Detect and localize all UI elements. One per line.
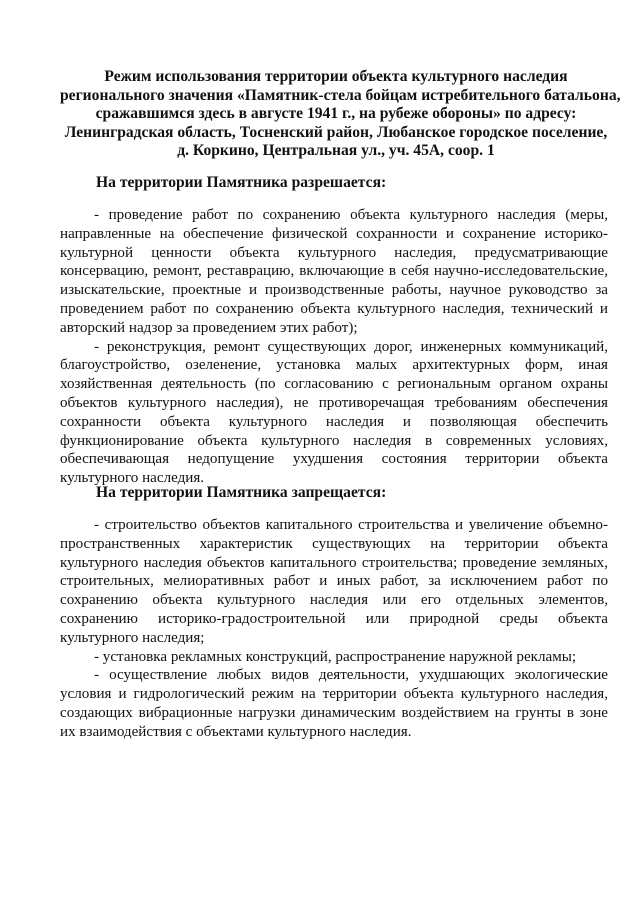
allowed-item: - реконструкция, ремонт существующих дорог, инженерных коммуникаций, благоустройство, озеленение, установка малых архитектурных форм, иная хозяйственная деятельность (по согласованию с региональным органом охраны объектов культурного наследия), не противоречащая требованиям обеспечения сохранности объекта культурного наследия и позволяющая обеспечить функционирование объекта культурного наследия в современных условиях, обеспечивающая недопущение ухудшения состояния территории объекта культурного наследия. (60, 338, 608, 487)
forbidden-item: - осуществление любых видов деятельности, ухудшающих экологические условия и гидрологический режим на территории объекта культурного наследия, создающих вибрационные нагрузки динамическим воздействием на грунты в зоне их взаимодействия с объектами культурного наследия. (60, 667, 608, 740)
allowed-item: - проведение работ по сохранению объекта культурного наследия (меры, направленные на обеспечение физической сохранности и сохранение историко-культурной ценности объекта культурного наследия, предусматривающие консервацию, ремонт, реставрацию, включающие в себя научно-исследовательские, изыскательские, проектные и производственные работы, научное руководство за проведением работ по сохранению объекта культурного наследия, технический и авторский надзор за проведением этих работ); (60, 207, 608, 336)
forbidden-heading: На территории Памятника запрещается: (96, 484, 387, 501)
forbidden-list (60, 516, 608, 742)
allowed-list (60, 206, 608, 488)
title-line: регионального значения «Памятник-стела бойцам истребительного батальона, (60, 86, 621, 104)
title-line: сражавшимся здесь в августе 1941 г., на рубеже обороны» по адресу: (95, 105, 577, 123)
document-title (60, 68, 621, 161)
forbidden-item: - строительство объектов капитального строительства и увеличение объемно-пространственных характеристик существующих на территории объекта культурного наследия объектов капитального строительства; проведение земляных, строительных, мелиоративных работ и иных работ, за исключением работ по сохранению объекта культурного наследия или его отдельных элементов, сохранению историко-градостроительной или природной среды объекта культурного наследия; (60, 517, 608, 646)
allowed-heading: На территории Памятника разрешается: (96, 174, 387, 191)
title-line: Режим использования территории объекта культурного наследия (104, 68, 568, 85)
forbidden-item: - установка рекламных конструкций, распространение наружной рекламы; (94, 648, 577, 665)
title-line: д. Коркино, Центральная ул., уч. 45А, соор. 1 (177, 142, 495, 160)
title-line: Ленинградская область, Тосненский район, Любанское городское поселение, (64, 123, 608, 141)
